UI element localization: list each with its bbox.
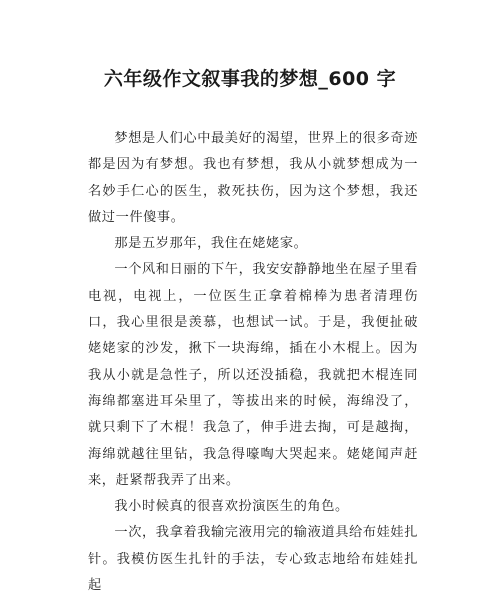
paragraph-1: 梦想是人们心中最美好的渴望，世界上的很多奇迹都是因为有梦想。我也有梦想，我从小就梦想成为一名妙手仁心的医生，救死扶伤，因为这个梦想，我还做过一件傻事。 (88, 131, 418, 225)
document-title: 六年级作文叙事我的梦想_600 字 (103, 68, 397, 90)
paragraph-4: 我小时候真的很喜欢扮演医生的角色。 (114, 499, 349, 515)
paragraph-5: 一次，我拿着我输完液用完的输液道具给布娃娃扎针。我模仿医生扎针的手法，专心致志地给布娃娃扎起 (88, 525, 418, 594)
paragraph-3: 一个风和日丽的下午，我安安静静地坐在屋子里看电视，电视上，一位医生正拿着棉棒为患者清理伤口，我心里很是羡慕，也想试一试。于是，我便扯破姥姥家的沙发，揪下一块海绵，插在小木棍上。因为我从小就是急性子，所以还没插稳，我就把木棍连同海绵都塞进耳朵里了，等拔出来的时候，海绵没了，就只剩下了木棍！我急了，伸手进去掏，可是越掏，海绵就越往里钻，我急得嚎啕大哭起来。姥姥闻声赶来，赶紧帮我弄了出来。 (88, 262, 418, 488)
paragraph-2: 那是五岁那年，我住在姥姥家。 (114, 236, 308, 252)
document-body (88, 126, 418, 599)
